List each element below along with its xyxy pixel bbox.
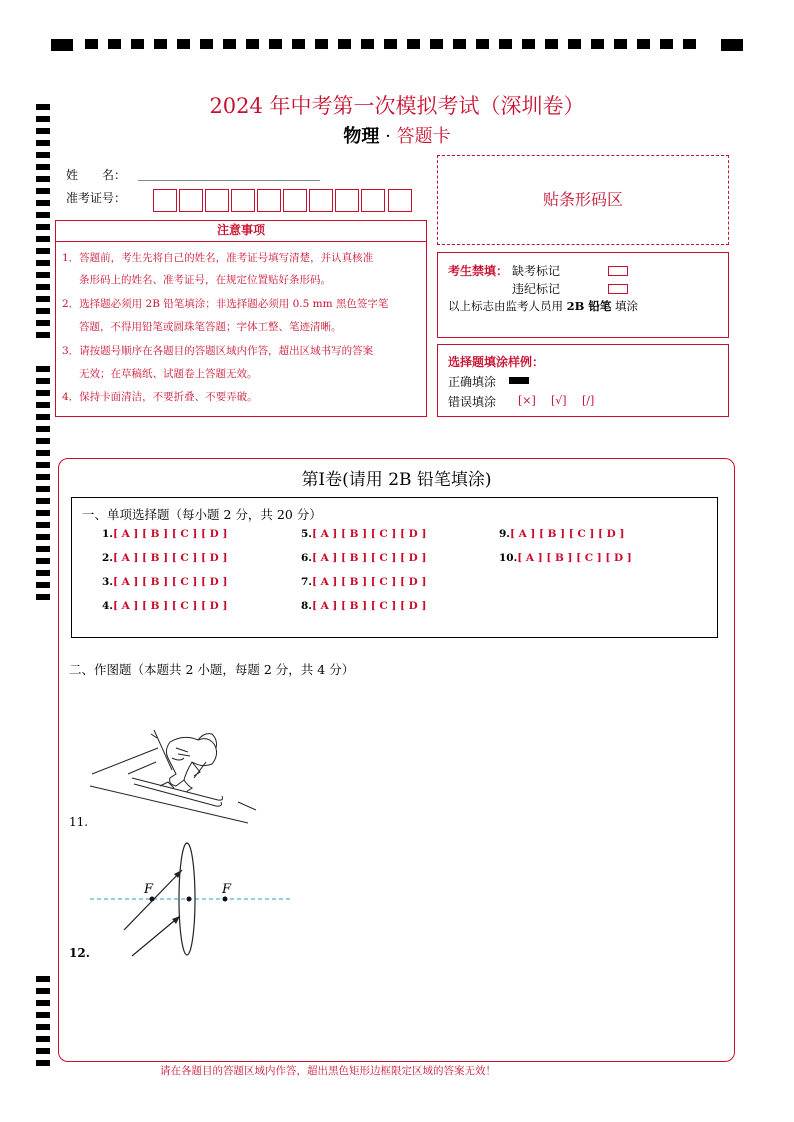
notice-line: 答题，不得用铅笔或圆珠笔答题；字体工整、笔迹清晰。: [79, 321, 342, 333]
exam-id-digit-box[interactable]: [153, 189, 177, 212]
notice-line: 条形码上的姓名、准考证号，在规定位置贴好条形码。: [79, 274, 331, 286]
section2-title: 二、作图题（本题共 2 小题，每题 2 分，共 4 分）: [69, 662, 355, 677]
exam-id-label: 准考证号：: [66, 191, 127, 205]
forbidden-note-prefix: 以上标志由监考人员用: [448, 299, 563, 313]
question-number: 4.: [102, 600, 113, 612]
barcode-area-label: 贴条形码区: [542, 190, 623, 209]
choice-question-4[interactable]: [102, 600, 227, 612]
answer-options[interactable]: [ A ] [ B ] [ C ] [ D ]: [112, 600, 228, 612]
answer-options[interactable]: [ A ] [ B ] [ C ] [ D ]: [509, 528, 625, 540]
forbidden-title: 考生禁填：: [448, 264, 509, 278]
choice-question-1[interactable]: [102, 528, 227, 540]
exam-id-digit-box[interactable]: [257, 189, 281, 212]
question-number: 7.: [301, 576, 312, 588]
question-number: 5.: [301, 528, 312, 540]
question-number: 1.: [102, 528, 113, 540]
notice-line: 2．选择题必须用 2B 铅笔填涂；非选择题必须用 0.5 mm 黑色签字笔: [62, 298, 389, 310]
page-subtitle: [0, 122, 794, 148]
focus-label-right: F: [222, 882, 232, 897]
name-field[interactable]: [138, 180, 320, 181]
wrong-fill-label: 错误填涂: [448, 395, 497, 409]
notice-line: 4．保持卡面清洁，不要折叠、不要弄破。: [62, 391, 258, 403]
violation-mark-label: 违纪标记: [512, 282, 561, 296]
question-number: 6.: [301, 552, 312, 564]
correct-fill-sample: [509, 377, 529, 384]
focus-label-left: F: [144, 882, 154, 897]
correct-fill-label: 正确填涂: [448, 375, 497, 389]
choice-question-9[interactable]: [499, 528, 624, 540]
answer-options[interactable]: [ A ] [ B ] [ C ] [ D ]: [311, 600, 427, 612]
exam-id-digit-box[interactable]: [179, 189, 203, 212]
choice-question-10[interactable]: [499, 552, 632, 564]
name-label: 姓 名：: [66, 168, 127, 182]
exam-id-digit-box[interactable]: [205, 189, 229, 212]
question-number: 9.: [499, 528, 510, 540]
forbidden-note-suffix: 填涂: [615, 299, 639, 313]
answer-options[interactable]: [ A ] [ B ] [ C ] [ D ]: [112, 576, 228, 588]
choice-question-3[interactable]: [102, 576, 227, 588]
subject-label: 物理: [343, 126, 380, 147]
exam-id-digit-box[interactable]: [388, 189, 412, 212]
fill-example-box: [437, 344, 729, 417]
notice-line: 1．答题前，考生先将自己的姓名，准考证号填写清楚，并认真核准: [62, 252, 374, 264]
notice-title: 注意事项: [216, 223, 265, 237]
question-12-label: 12.: [69, 946, 90, 960]
question-11-label: 11.: [69, 815, 89, 829]
answer-options[interactable]: [ A ] [ B ] [ C ] [ D ]: [311, 576, 427, 588]
section1-title: 第Ⅰ卷(请用 2B 铅笔填涂): [301, 470, 492, 490]
choice-question-2[interactable]: [102, 552, 227, 564]
notice-line: 3．请按题号顺序在各题目的答题区域内作答，超出区域书写的答案: [62, 345, 374, 357]
question-number: 2.: [102, 552, 113, 564]
answer-options[interactable]: [ A ] [ B ] [ C ] [ D ]: [311, 552, 427, 564]
absent-mark-box[interactable]: [608, 266, 628, 276]
convex-lens-figure: [88, 840, 298, 958]
exam-id-digit-box[interactable]: [309, 189, 333, 212]
exam-id-digit-box[interactable]: [361, 189, 385, 212]
answer-options[interactable]: [ A ] [ B ] [ C ] [ D ]: [517, 552, 632, 564]
question-number: 3.: [102, 576, 113, 588]
answer-options[interactable]: [ A ] [ B ] [ C ] [ D ]: [112, 552, 228, 564]
notice-header: [55, 220, 427, 242]
choice-question-5[interactable]: [301, 528, 426, 540]
forbidden-note: [448, 298, 638, 314]
page-title: 2024 年中考第一次模拟考试（深圳卷）: [209, 94, 585, 118]
wrong-mark-slash: [/]: [582, 394, 595, 407]
subtitle-dot: ·: [385, 126, 391, 147]
part1-title: 一、单项选择题（每小题 2 分，共 20 分）: [82, 507, 322, 522]
exam-id-digit-box[interactable]: [283, 189, 307, 212]
notice-line: 无效；在草稿纸、试题卷上答题无效。: [79, 368, 258, 380]
answer-options[interactable]: [ A ] [ B ] [ C ] [ D ]: [311, 528, 427, 540]
answer-options[interactable]: [ A ] [ B ] [ C ] [ D ]: [112, 528, 228, 540]
choice-question-6[interactable]: [301, 552, 426, 564]
violation-mark-box[interactable]: [608, 284, 628, 294]
forbidden-box: [437, 252, 729, 338]
question-number: 8.: [301, 600, 312, 612]
exam-id-digit-box[interactable]: [335, 189, 359, 212]
choice-question-7[interactable]: [301, 576, 426, 588]
question-number: 10.: [499, 552, 518, 564]
choice-question-8[interactable]: [301, 600, 426, 612]
exam-id-digit-box[interactable]: [231, 189, 255, 212]
absent-mark-label: 缺考标记: [512, 264, 561, 278]
barcode-area[interactable]: [437, 155, 729, 245]
wrong-mark-check: [√]: [551, 394, 567, 407]
skier-slope-figure: [88, 728, 258, 824]
footer-warning: 请在各题目的答题区域内作答，超出黑色矩形边框限定区域的答案无效！: [160, 1065, 496, 1077]
fill-example-title: 选择题填涂样例：: [448, 355, 545, 369]
wrong-mark-cross: [×]: [518, 394, 536, 407]
forbidden-note-bold: 2B 铅笔: [566, 299, 612, 313]
answer-card-label: 答题卡: [396, 126, 451, 147]
